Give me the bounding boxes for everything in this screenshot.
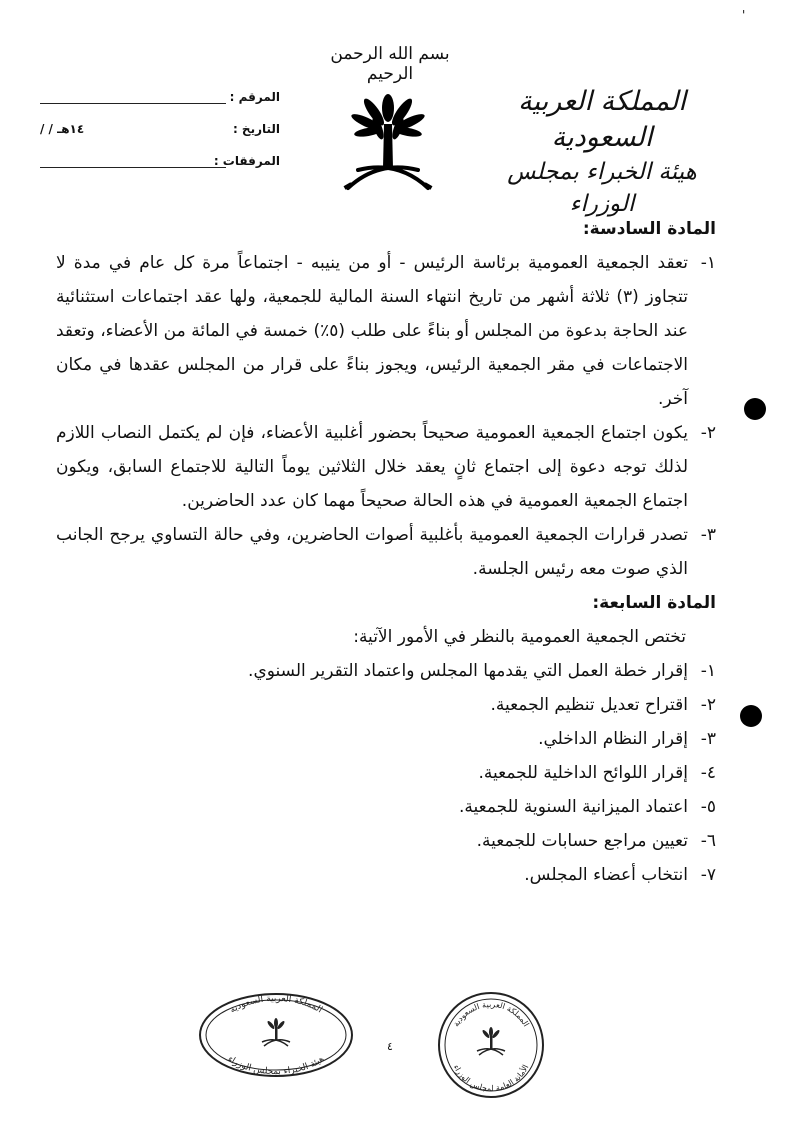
item-number: ٥- xyxy=(700,797,716,817)
document-body xyxy=(56,212,716,892)
item-text: اعتماد الميزانية السنوية للجمعية. xyxy=(458,797,688,817)
item-text: إقرار النظام الداخلي. xyxy=(538,729,688,749)
date-format: / / ١٤هـ xyxy=(40,122,85,136)
clause-text: تصدر قرارات الجمعية العمومية بأغلبية أصوات الحاضرين، وفي حالة التساوي يرجح الجانب الذي صوت معه رئيس الجلسة. xyxy=(56,525,688,579)
page-number: ٤ xyxy=(387,1040,393,1053)
item-number: ٧- xyxy=(700,865,716,885)
article7-item-5 xyxy=(56,790,716,824)
article7-item-4 xyxy=(56,756,716,790)
article7-item-6 xyxy=(56,824,716,858)
attachments-label: المرفقات : xyxy=(213,154,280,168)
item-number: ٤- xyxy=(700,763,716,783)
stamp-right-bottom-text: الأمانة العامة لمجلس الوزراء xyxy=(451,1063,531,1094)
svg-text:هيئة الخبراء بمجلس الوزراء xyxy=(226,1054,327,1077)
clause-number: ٢- xyxy=(700,423,716,443)
clause-number: ٣- xyxy=(700,525,716,545)
gov-title-line1: المملكة العربية السعودية xyxy=(518,86,686,153)
clause-number: ١- xyxy=(700,253,716,273)
item-text: انتخاب أعضاء المجلس. xyxy=(524,865,688,885)
attachments-row xyxy=(40,154,280,186)
margin-dot-upper xyxy=(744,398,766,420)
clause-text: تعقد الجمعية العمومية برئاسة الرئيس - أو من ينيبه - اجتماعاً مرة كل عام في مدة لا تتجاوز (٣) ثلاثة أشهر من تاريخ انتهاء السنة المالية للجمعية، ولها عقد اجتماعات استثنائية عند الحاجة بدعوة من المجلس أو بناءً على طلب (٥٪) خمسة في المائة من الأعضاء، وتعقد الاجتماعات في مقر الجمعية الرئيس، ويجوز بناءً على قرار من المجلس عقدها في مكان آخر. xyxy=(56,253,688,409)
official-stamp-right xyxy=(436,990,546,1100)
item-number: ٣- xyxy=(700,729,716,749)
date-label: التاريخ : xyxy=(232,122,280,136)
reference-label: المرقم : xyxy=(229,90,280,104)
item-number: ٢- xyxy=(700,695,716,715)
article7-item-7 xyxy=(56,858,716,892)
stamp-left-top-text: المملكة العربية السعودية xyxy=(228,993,324,1016)
article7-item-3 xyxy=(56,722,716,756)
article7-item-2 xyxy=(56,688,716,722)
svg-text:المملكة العربية السعودية xyxy=(451,1000,530,1028)
reference-line xyxy=(40,103,226,104)
item-text: اقتراح تعديل تنظيم الجمعية. xyxy=(490,695,688,715)
stamp-left-bottom-text: هيئة الخبراء بمجلس الوزراء xyxy=(225,1054,327,1078)
article6-clause-3 xyxy=(56,518,716,586)
item-text: إقرار اللوائح الداخلية للجمعية. xyxy=(478,763,688,783)
palm-swords-emblem xyxy=(338,84,438,204)
item-text: تعيين مراجع حسابات للجمعية. xyxy=(476,831,688,851)
stamp-right-top-text: المملكة العربية السعودية xyxy=(451,999,531,1029)
clause-text: يكون اجتماع الجمعية العمومية صحيحاً بحضور أغلبية الأعضاء، فإن لم يكتمل النصاب اللازم لذلك توجه دعوة إلى اجتماع ثانٍ يعقد خلال الثلاثين يوماً التالية للاجتماع السابق، ويكون اجتماع الجمعية العمومية في هذه الحالة صحيحاً مهما كان عدد الحاضرين. xyxy=(56,423,688,511)
stamp-right-emblem-icon xyxy=(477,1027,505,1055)
attachments-line xyxy=(40,167,226,168)
date-row xyxy=(40,122,280,154)
margin-dot-lower xyxy=(740,705,762,727)
article6-title: المادة السادسة: xyxy=(582,219,716,239)
corner-mark: ' xyxy=(742,8,746,22)
stamp-left-emblem-icon xyxy=(262,1018,290,1046)
official-stamp-left xyxy=(196,990,356,1080)
item-number: ١- xyxy=(700,661,716,681)
article7-intro: تختص الجمعية العمومية بالنظر في الأمور الآتية: xyxy=(353,627,686,647)
document-meta xyxy=(40,90,280,186)
reference-row xyxy=(40,90,280,122)
article7-title: المادة السابعة: xyxy=(592,593,716,613)
article6-clause-1 xyxy=(56,246,716,416)
government-title xyxy=(472,84,732,220)
gov-title-line2: هيئة الخبراء بمجلس الوزراء xyxy=(507,159,697,217)
article6-clause-2 xyxy=(56,416,716,518)
item-text: إقرار خطة العمل التي يقدمها المجلس واعتماد التقرير السنوي. xyxy=(248,661,688,681)
basmala: بسم الله الرحمن الرحيم xyxy=(330,44,450,84)
article7-item-1 xyxy=(56,654,716,688)
item-number: ٦- xyxy=(700,831,716,851)
